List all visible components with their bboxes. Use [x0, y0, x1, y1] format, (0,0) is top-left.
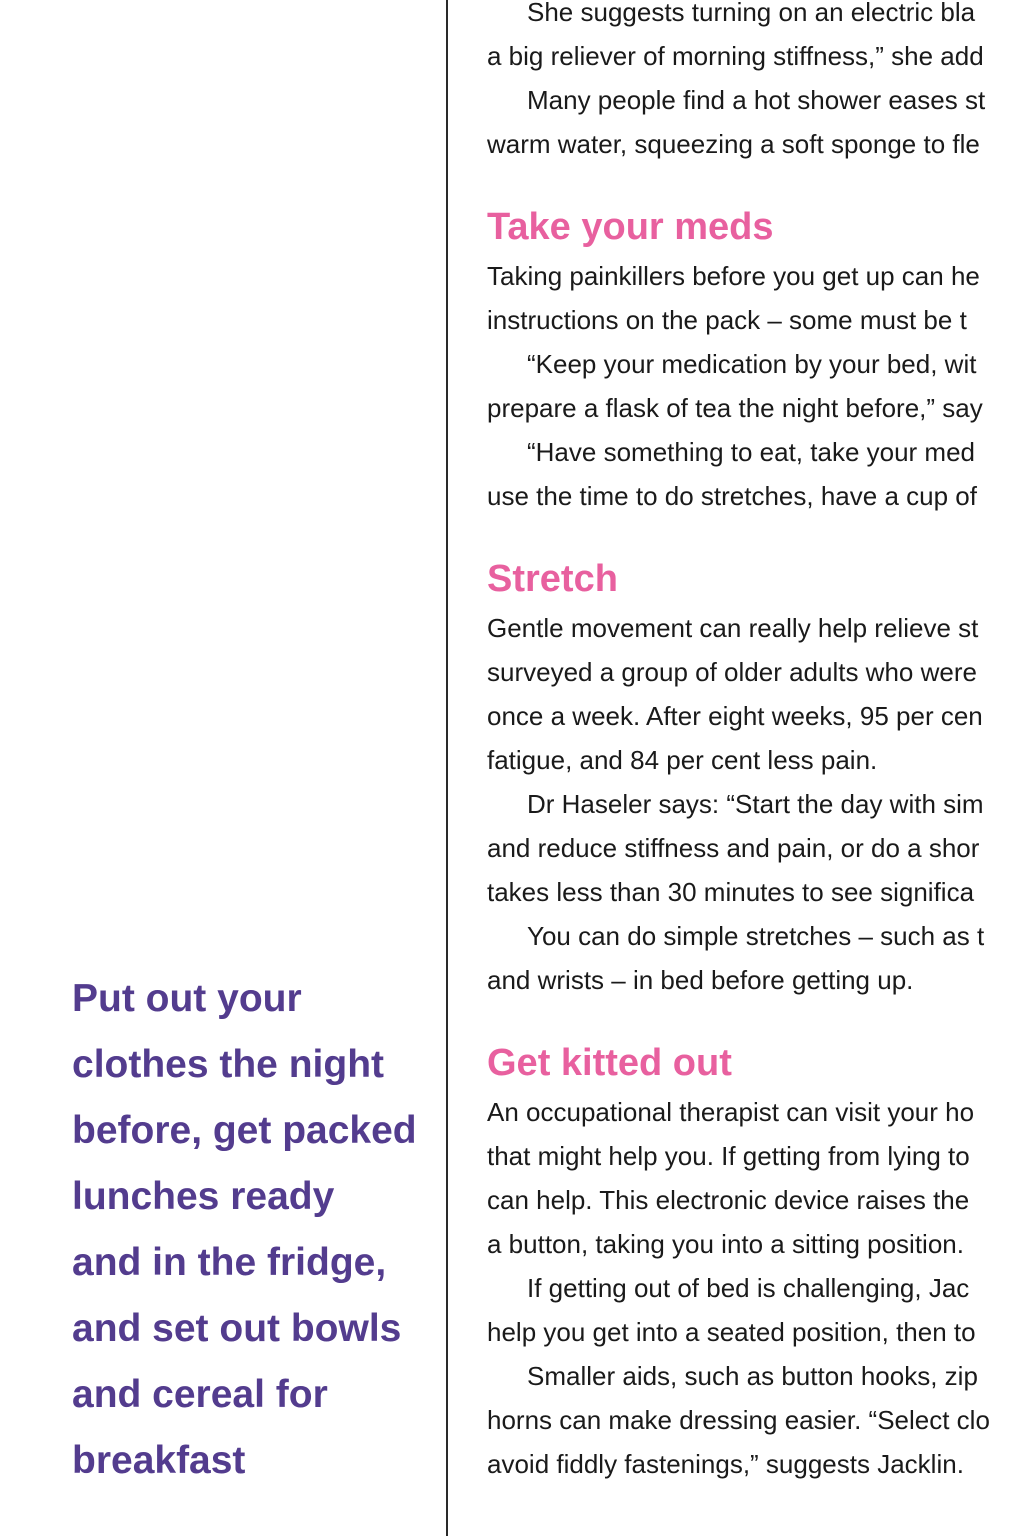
body-line: use the time to do stretches, have a cup of — [487, 481, 977, 511]
column-divider — [446, 0, 448, 1536]
body-line: Dr Haseler says: “Start the day with sim — [527, 789, 984, 819]
pull-quote — [72, 966, 432, 1494]
body-line: Taking painkillers before you get up can he — [487, 261, 980, 291]
body-line: Many people find a hot shower eases st — [527, 85, 986, 115]
body-line: “Have something to eat, take your med — [527, 437, 976, 467]
body-line: surveyed a group of older adults who were — [487, 657, 977, 687]
body-line: fatigue, and 84 per cent less pain. — [487, 745, 878, 775]
pull-quote-line: and in the fridge, — [72, 1241, 387, 1284]
body-line: You can do simple stretches – such as t — [527, 921, 985, 951]
pull-quote-line: lunches ready — [72, 1175, 335, 1218]
body-line: that might help you. If getting from lying to — [487, 1141, 970, 1171]
pull-quote-line: clothes the night — [72, 1043, 384, 1086]
body-line: and wrists – in bed before getting up. — [487, 965, 914, 995]
body-line: “Keep your medication by your bed, wit — [527, 349, 977, 379]
section-heading-stretch: Stretch — [487, 558, 618, 600]
body-line: can help. This electronic device raises the — [487, 1185, 970, 1215]
pull-quote-line: and cereal for — [72, 1373, 328, 1416]
body-line: She suggests turning on an electric bla — [527, 0, 976, 27]
pull-quote-line: breakfast — [72, 1439, 246, 1482]
body-line: once a week. After eight weeks, 95 per cen — [487, 701, 983, 731]
body-line: instructions on the pack – some must be t — [487, 305, 967, 335]
body-line: horns can make dressing easier. “Select clo — [487, 1405, 990, 1435]
pull-quote-line: Put out your — [72, 977, 302, 1020]
body-line: Smaller aids, such as button hooks, zip — [527, 1361, 978, 1391]
article-column — [487, 0, 1024, 1536]
pull-quote-line: before, get packed — [72, 1109, 417, 1152]
body-line: prepare a flask of tea the night before,” say — [487, 393, 983, 423]
body-line: If getting out of bed is challenging, Jac — [527, 1273, 970, 1303]
body-line: Gentle movement can really help relieve st — [487, 613, 979, 643]
body-line: a big reliever of morning stiffness,” she add — [487, 41, 984, 71]
body-line: help you get into a seated position, then to — [487, 1317, 976, 1347]
section-heading-get-kitted-out: Get kitted out — [487, 1042, 732, 1084]
section-heading-take-your-meds: Take your meds — [487, 206, 774, 248]
body-line: and reduce stiffness and pain, or do a shor — [487, 833, 980, 863]
body-line: a button, taking you into a sitting position. — [487, 1229, 964, 1259]
body-line: warm water, squeezing a soft sponge to fle — [487, 129, 980, 159]
body-line: An occupational therapist can visit your ho — [487, 1097, 975, 1127]
body-line: takes less than 30 minutes to see significa — [487, 877, 975, 907]
pull-quote-line: and set out bowls — [72, 1307, 402, 1350]
body-line: avoid fiddly fastenings,” suggests Jacklin. — [487, 1449, 964, 1479]
